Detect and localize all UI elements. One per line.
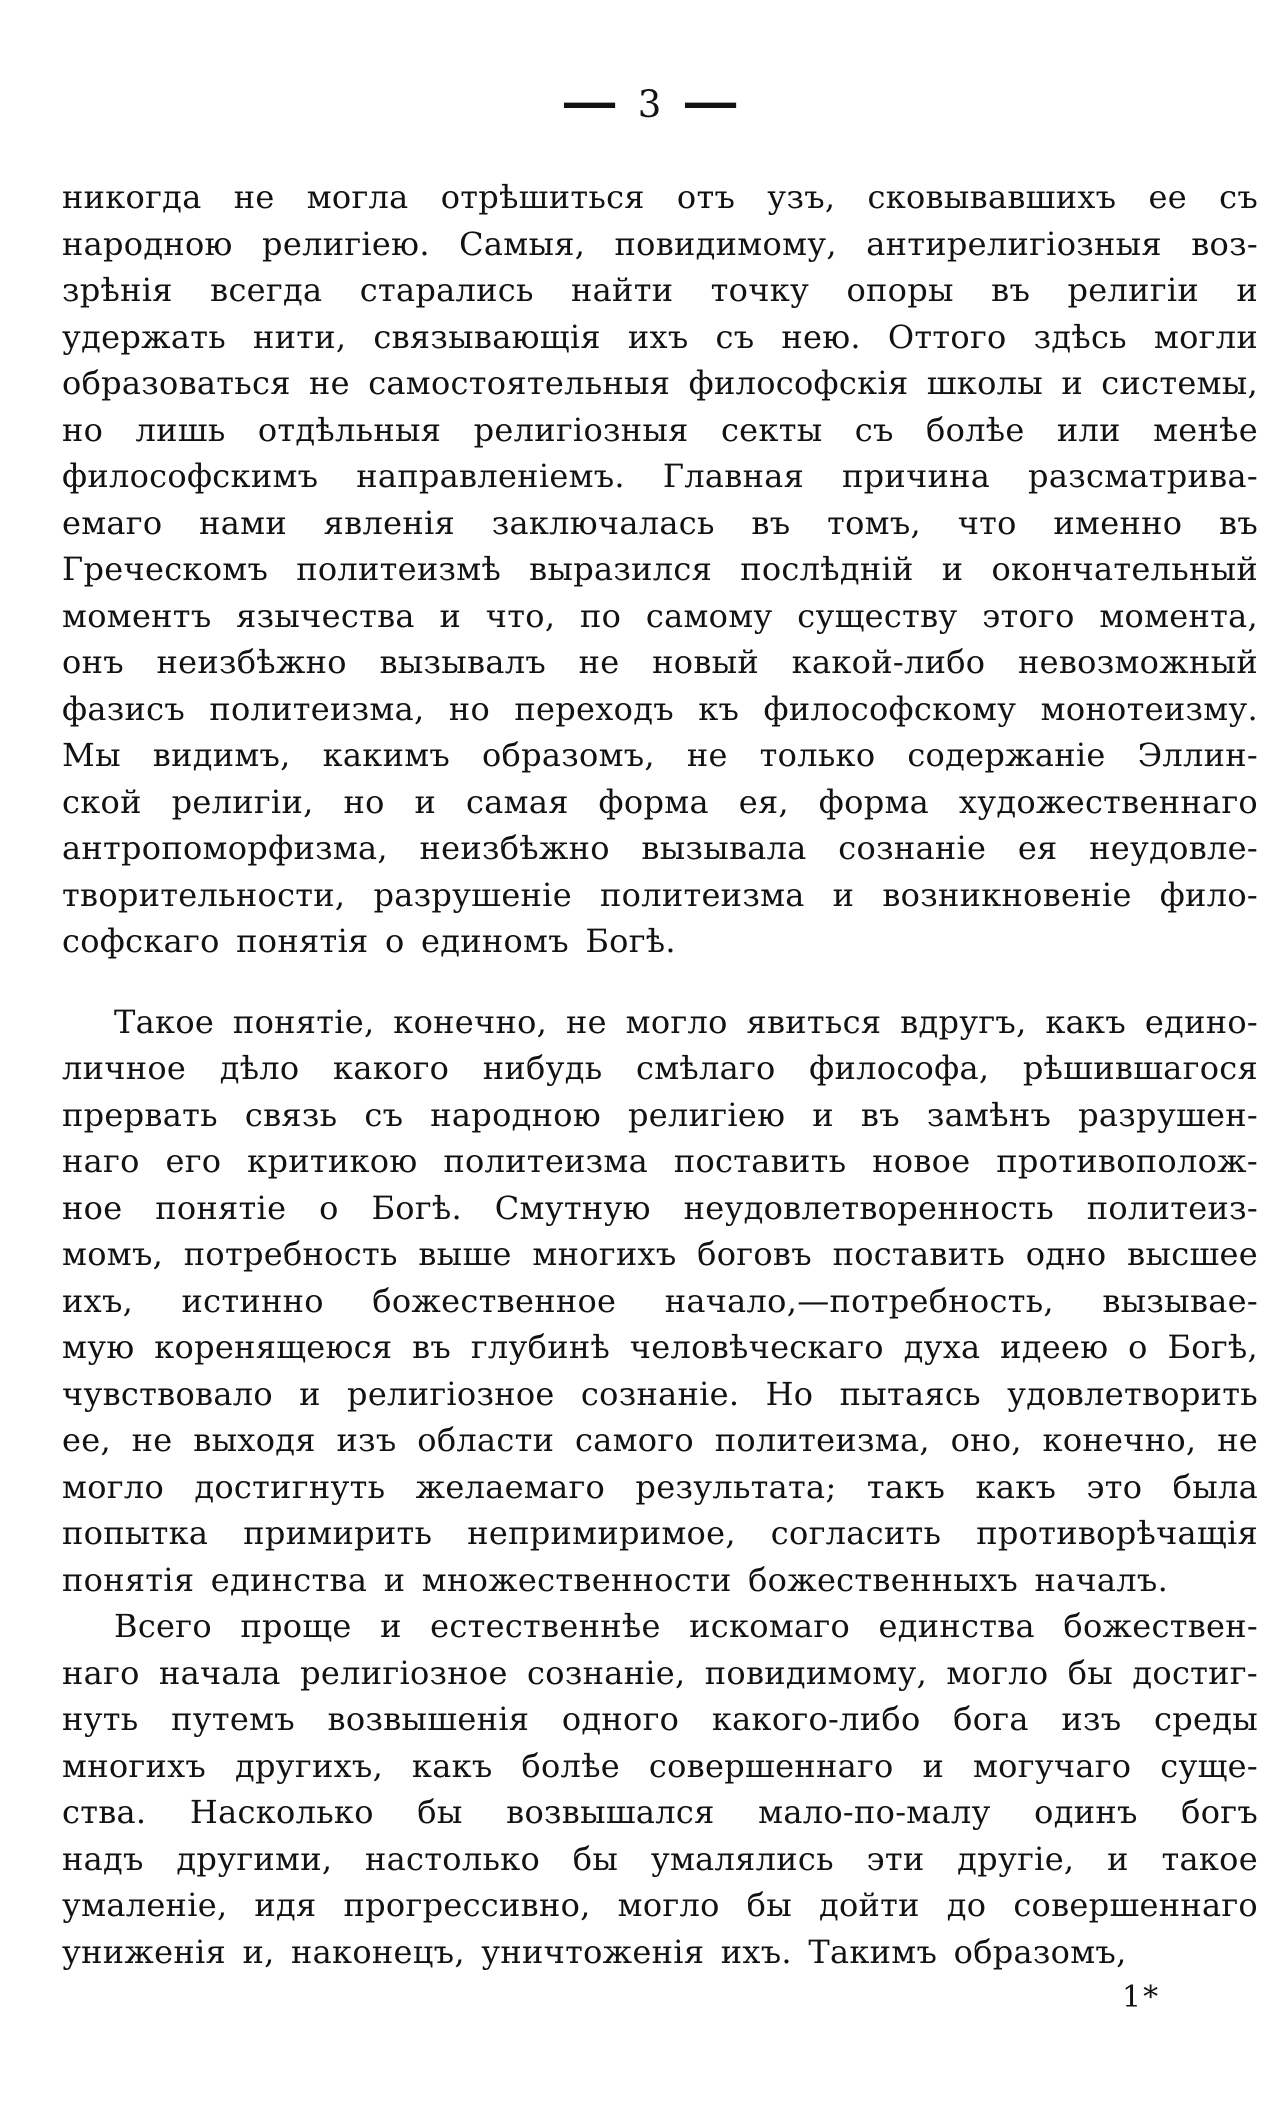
text-line: ства. Насколько бы возвышался мало-по-малу одинъ богъ xyxy=(62,1793,1258,1831)
text-line: антропоморфизма, неизбѣжно вызывала сознаніе ея неудовле- xyxy=(62,829,1258,867)
text-line: творительности, разрушеніе политеизма и возникновеніе фило- xyxy=(62,875,1258,914)
text-line: ное понятіе о Богѣ. Смутную неудовлетворенность политеиз- xyxy=(62,1188,1258,1227)
text-line: умаленіе, идя прогрессивно, могло бы дойти до совершеннаго xyxy=(62,1886,1258,1924)
paragraph xyxy=(62,1603,1258,1975)
text-line: ее, не выходя изъ области самого политеизма, оно, конечно, не xyxy=(62,1421,1258,1459)
header-rule-right: — xyxy=(682,73,740,129)
text-line: образоваться не самостоятельныя философскія школы и системы, xyxy=(62,364,1258,402)
text-line: многихъ другихъ, какъ болѣе совершеннаго и могучаго суще- xyxy=(62,1746,1258,1785)
text-line: личное дѣло какого нибудь смѣлаго философа, рѣшившагося xyxy=(62,1049,1258,1087)
text-line: мую коренящеюся въ глубинѣ человѣческаго духа идеею о Богѣ, xyxy=(62,1328,1258,1366)
text-line: наго его критикою политеизма поставить новое противополож- xyxy=(62,1142,1258,1180)
paragraph xyxy=(62,999,1258,1604)
text-line: нуть путемъ возвышенія одного какого-либо бога изъ среды xyxy=(62,1700,1258,1738)
text-line: зрѣнія всегда старались найти точку опоры въ религіи и xyxy=(62,271,1258,309)
text-line: Всего проще и естественнѣе искомаго единства божествен- xyxy=(114,1607,1258,1645)
text-line: никогда не могла отрѣшиться отъ узъ, сковывавшихъ ее съ xyxy=(62,178,1258,216)
text-line: униженія и, наконецъ, уничтоженія ихъ. Такимъ образомъ, xyxy=(62,1932,1127,1971)
text-line: народною религіею. Самыя, повидимому, антирелигіозныя воз- xyxy=(62,224,1258,263)
page-number: 3 xyxy=(637,83,663,126)
page-header xyxy=(10,73,1280,129)
page-body xyxy=(62,174,1258,1975)
text-line: философскимъ направленіемъ. Главная причина разсматрива- xyxy=(62,457,1258,495)
header-rule-left: — xyxy=(560,73,618,129)
text-line: фазисъ политеизма, но переходъ къ философскому монотеизму. xyxy=(62,689,1258,728)
text-line: удержать нити, связывающія ихъ съ нею. Оттого здѣсь могли xyxy=(62,317,1258,356)
signature-mark: 1* xyxy=(1122,1980,1161,2015)
text-line: надъ другими, настолько бы умалялись эти другіе, и такое xyxy=(62,1839,1258,1878)
text-line: Мы видимъ, какимъ образомъ, не только содержаніе Эллин- xyxy=(62,736,1258,774)
text-line: моментъ язычества и что, по самому существу этого момента, xyxy=(62,596,1258,635)
text-line: момъ, потребность выше многихъ боговъ поставить одно высшее xyxy=(62,1235,1258,1273)
text-line: но лишь отдѣльныя религіозныя секты съ болѣе или менѣе xyxy=(62,410,1258,449)
text-line: Такое понятіе, конечно, не могло явиться вдругъ, какъ едино- xyxy=(114,1002,1258,1041)
text-line: Греческомъ политеизмѣ выразился послѣдній и окончательный xyxy=(62,550,1258,588)
text-line: прервать связь съ народною религіею и въ замѣнъ разрушен- xyxy=(62,1095,1258,1134)
text-line: онъ неизбѣжно вызывалъ не новый какой-либо невозможный xyxy=(62,643,1258,681)
text-line: емаго нами явленія заключалась въ томъ, что именно въ xyxy=(62,503,1258,542)
paragraph xyxy=(62,174,1258,965)
text-line: понятія единства и множественности божественныхъ началъ. xyxy=(62,1560,1169,1599)
text-line: могло достигнуть желаемаго результата; такъ какъ это была xyxy=(62,1467,1258,1506)
text-line: попытка примирить непримиримое, согласить противорѣчащія xyxy=(62,1514,1258,1552)
text-line: софскаго понятія о единомъ Богѣ. xyxy=(62,922,676,960)
text-line: ской религіи, но и самая форма ея, форма художественнаго xyxy=(62,782,1258,821)
text-line: чувствовало и религіозное сознаніе. Но пытаясь удовлетворить xyxy=(62,1374,1258,1413)
text-line: наго начала религіозное сознаніе, повидимому, могло бы достиг- xyxy=(62,1653,1258,1692)
text-line: ихъ, истинно божественное начало,—потребность, вызывае- xyxy=(62,1281,1258,1320)
